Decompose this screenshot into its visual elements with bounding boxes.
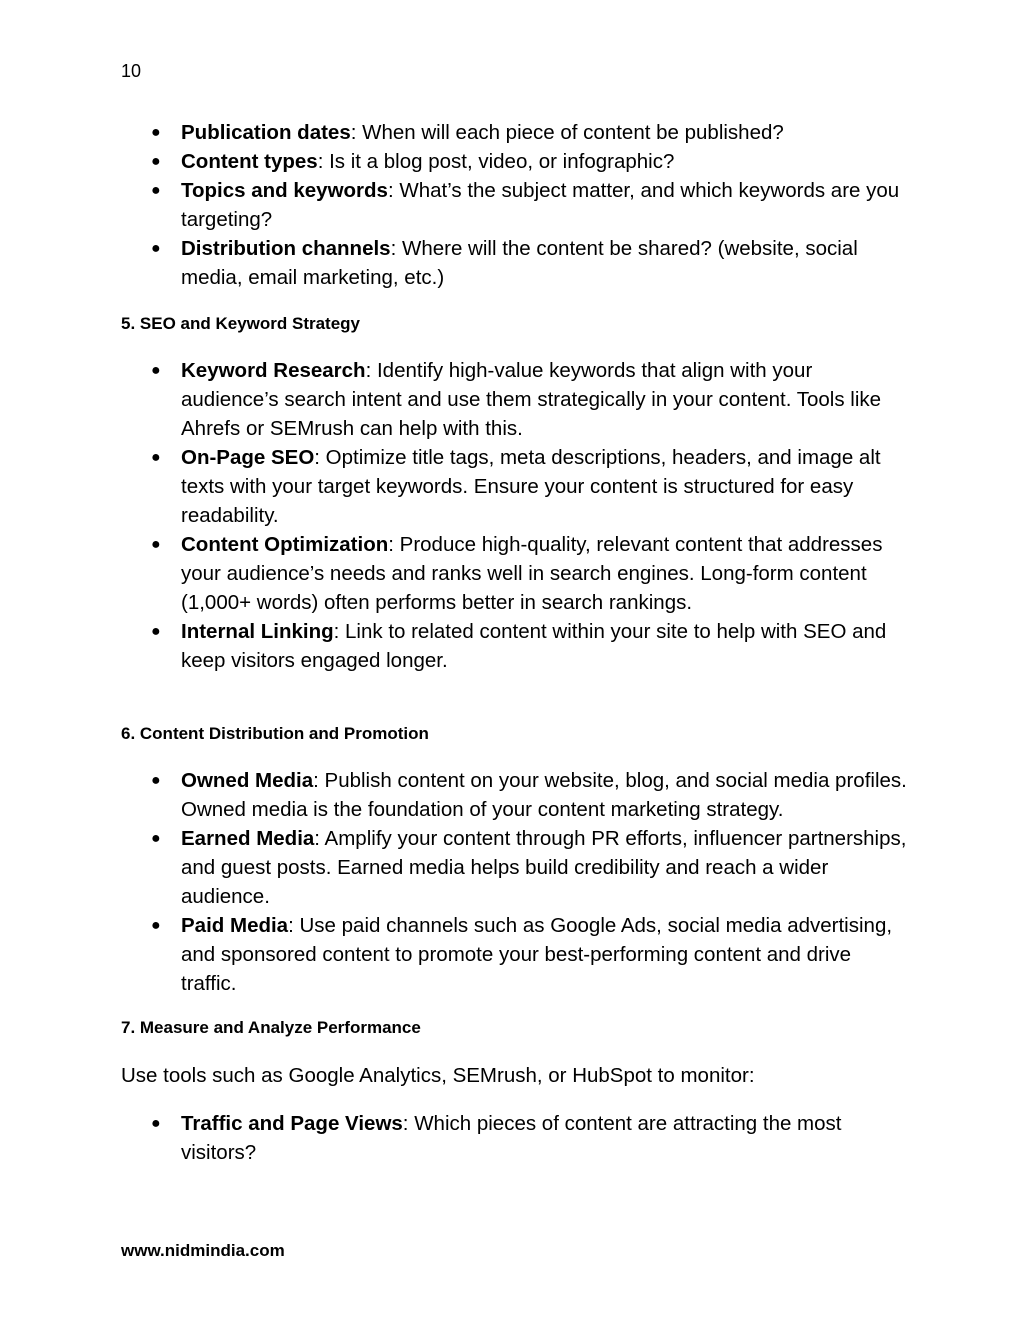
item-term: Content Optimization [181, 533, 389, 556]
item-term: Publication dates [181, 121, 351, 144]
list-item [121, 824, 911, 911]
section-intro-paragraph: Use tools such as Google Analytics, SEMrush, or HubSpot to monitor: [121, 1064, 755, 1087]
list-item [121, 356, 911, 443]
bullet-icon: ● [151, 830, 161, 847]
list-item [121, 176, 911, 234]
bullet-icon: ● [151, 124, 161, 141]
item-term: Traffic and Page Views [181, 1112, 403, 1135]
section-heading: 6. Content Distribution and Promotion [121, 724, 429, 743]
section-heading: 7. Measure and Analyze Performance [121, 1018, 421, 1037]
bullet-icon: ● [151, 153, 161, 170]
section-5-list-wrap [121, 356, 911, 675]
intro-list-section [121, 118, 911, 292]
item-term: On-Page SEO [181, 446, 315, 469]
item-text: : Identify high-value keywords that align with your audience’s search intent and use them strategically in your content. Tools like Ahrefs or SEMrush can help with this. [181, 359, 882, 440]
bullet-icon: ● [151, 240, 161, 257]
item-term: Content types [181, 150, 318, 173]
list-item [121, 118, 911, 147]
item-text: : Use paid channels such as Google Ads, social media advertising, and sponsored content to promote your best-performing content and drive traffic. [181, 914, 893, 995]
item-term: Earned Media [181, 827, 315, 850]
item-text: : When will each piece of content be published? [350, 121, 784, 144]
item-text: : Link to related content within your site to help with SEO and keep visitors engaged longer. [181, 620, 887, 672]
list-item [121, 766, 911, 824]
bullet-icon: ● [151, 449, 161, 466]
bullet-icon: ● [151, 917, 161, 934]
item-term: Keyword Research [181, 359, 366, 382]
item-text: : Amplify your content through PR efforts, influencer partnerships, and guest posts. Earned media helps build credibility and reach a wider audience. [181, 827, 907, 908]
item-text: : Optimize title tags, meta descriptions, headers, and image alt texts with your target keywords. Ensure your content is structured for easy readability. [181, 446, 881, 527]
item-term: Topics and keywords [181, 179, 388, 202]
list-item [121, 617, 911, 675]
bullet-icon: ● [151, 772, 161, 789]
intro-list [121, 118, 911, 292]
item-term: Paid Media [181, 914, 289, 937]
bullet-icon: ● [151, 536, 161, 553]
section-heading: 5. SEO and Keyword Strategy [121, 314, 361, 333]
section-7-list-wrap [121, 1109, 911, 1167]
item-text: : Publish content on your website, blog, and social media profiles. Owned media is the foundation of your content marketing strategy. [181, 769, 907, 821]
bullet-icon: ● [151, 182, 161, 199]
section-7-list [121, 1109, 911, 1167]
bullet-icon: ● [151, 1115, 161, 1132]
bullet-icon: ● [151, 623, 161, 640]
list-item [121, 911, 911, 998]
footer-website: www.nidmindia.com [121, 1241, 285, 1260]
section-6 [121, 724, 911, 744]
page-number: 10 [121, 61, 142, 81]
item-text: : Is it a blog post, video, or infographic? [317, 150, 675, 173]
list-item [121, 147, 911, 176]
item-term: Internal Linking [181, 620, 334, 643]
section-6-list-wrap [121, 766, 911, 998]
section-7 [121, 1018, 911, 1038]
section-6-list [121, 766, 911, 998]
bullet-icon: ● [151, 362, 161, 379]
list-item [121, 1109, 911, 1167]
section-7-intro-wrap [121, 1061, 911, 1090]
item-text: : Which pieces of content are attracting the most visitors? [181, 1112, 842, 1164]
list-item [121, 234, 911, 292]
section-5-list [121, 356, 911, 675]
item-term: Distribution channels [181, 237, 391, 260]
item-term: Owned Media [181, 769, 314, 792]
section-5 [121, 314, 911, 334]
item-text: : Produce high-quality, relevant content that addresses your audience’s needs and ranks well in search engines. Long-form content (1,000+ words) often performs better in search rankings. [181, 533, 883, 614]
item-text: : Where will the content be shared? (website, social media, email marketing, etc.) [181, 237, 858, 289]
list-item [121, 530, 911, 617]
list-item [121, 443, 911, 530]
item-text: : What’s the subject matter, and which keywords are you targeting? [181, 179, 900, 231]
